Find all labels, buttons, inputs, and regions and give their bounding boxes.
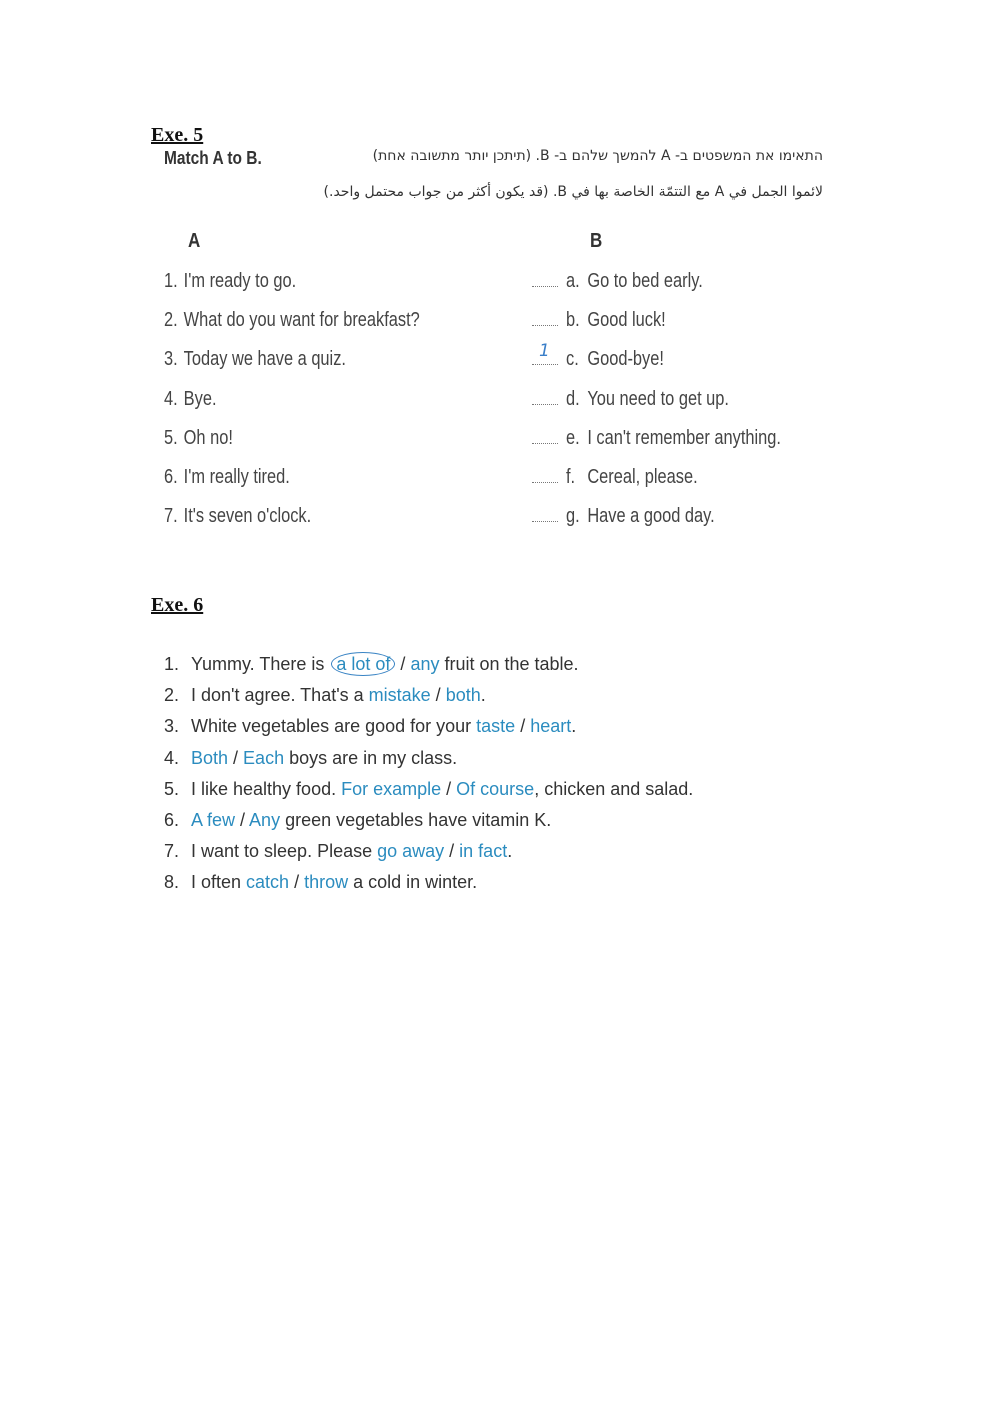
item-number: 5. bbox=[164, 778, 180, 799]
list-item bbox=[164, 501, 476, 540]
answer-blank[interactable] bbox=[532, 507, 558, 522]
sentence-end: , chicken and salad. bbox=[534, 778, 694, 799]
item-text: What do you want for breakfast? bbox=[183, 309, 420, 332]
item-text: I can't remember anything. bbox=[587, 426, 781, 449]
instruction-hebrew: התאימו את המשפטים ב- A להמשך שלהם ב- B. (תיתכן יותר מתשובה אחת) bbox=[372, 148, 823, 164]
item-number: 3. bbox=[164, 716, 180, 737]
list-item bbox=[164, 774, 693, 805]
option-1[interactable]: For example bbox=[341, 778, 442, 799]
item-number: 3. bbox=[164, 348, 178, 371]
option-separator: / bbox=[289, 872, 305, 893]
item-text: Good luck! bbox=[587, 309, 666, 332]
exercise-6-title: Exe. 6 bbox=[151, 594, 204, 616]
column-a-heading: A bbox=[188, 230, 201, 252]
item-letter: a. bbox=[566, 270, 580, 292]
list-item bbox=[164, 266, 476, 305]
list-item bbox=[164, 344, 476, 383]
option-1[interactable]: taste bbox=[476, 716, 516, 737]
answer-blank[interactable] bbox=[532, 429, 558, 444]
item-text: Good-bye! bbox=[587, 348, 664, 371]
item-number: 8. bbox=[164, 872, 180, 893]
handwritten-answer: 1 bbox=[539, 341, 550, 362]
item-number: 4. bbox=[164, 387, 178, 410]
item-text: Oh no! bbox=[183, 426, 233, 449]
sentence-start: I often bbox=[191, 872, 247, 893]
item-number: 4. bbox=[164, 747, 180, 768]
option-2[interactable]: in fact bbox=[459, 841, 508, 862]
list-item bbox=[532, 266, 828, 305]
item-text: Bye. bbox=[183, 387, 217, 410]
list-item bbox=[532, 305, 828, 344]
item-letter: d. bbox=[566, 387, 580, 410]
item-letter: f. bbox=[566, 465, 576, 488]
item-number: 2. bbox=[164, 685, 180, 706]
option-separator: / bbox=[444, 841, 460, 862]
option-2[interactable]: throw bbox=[304, 872, 349, 893]
sentence-start: White vegetables are good for your bbox=[191, 716, 477, 737]
item-text: It's seven o'clock. bbox=[183, 505, 312, 528]
sentence-end: green vegetables have vitamin K. bbox=[280, 809, 552, 830]
sentence-start: Yummy. There is bbox=[191, 654, 330, 674]
list-item bbox=[164, 743, 693, 774]
item-letter: c. bbox=[566, 348, 579, 371]
sentence-start: I like healthy food. bbox=[191, 778, 342, 799]
option-1[interactable]: mistake bbox=[368, 685, 431, 706]
item-letter: b. bbox=[566, 309, 580, 332]
item-text: I'm really tired. bbox=[183, 465, 290, 488]
list-item bbox=[164, 680, 693, 711]
option-2[interactable]: Any bbox=[249, 809, 281, 830]
exercise-6-list bbox=[164, 649, 693, 899]
sentence-end: . bbox=[507, 841, 513, 862]
item-number: 1. bbox=[164, 270, 178, 292]
item-letter: g. bbox=[566, 505, 580, 528]
option-1[interactable]: Both bbox=[191, 747, 229, 768]
option-separator: / bbox=[441, 778, 457, 799]
list-item bbox=[164, 867, 693, 898]
option-1[interactable]: A few bbox=[191, 809, 236, 830]
answer-blank[interactable] bbox=[532, 341, 558, 365]
list-item bbox=[164, 423, 476, 462]
option-1-circled[interactable]: a lot of bbox=[331, 652, 395, 676]
column-b-heading: B bbox=[590, 230, 603, 252]
sentence-end: . bbox=[480, 685, 486, 706]
option-2[interactable]: both bbox=[445, 685, 481, 706]
option-2[interactable]: heart bbox=[530, 716, 572, 737]
list-item bbox=[164, 836, 693, 867]
list-item bbox=[164, 649, 693, 680]
item-text: You need to get up. bbox=[587, 387, 729, 410]
item-text: I'm ready to go. bbox=[183, 270, 297, 292]
option-separator: / bbox=[235, 809, 250, 830]
list-item bbox=[164, 711, 693, 742]
item-letter: e. bbox=[566, 426, 580, 449]
list-item bbox=[164, 462, 476, 501]
list-item bbox=[532, 501, 828, 540]
item-text: Cereal, please. bbox=[587, 465, 698, 488]
list-item bbox=[532, 341, 828, 383]
option-separator: / bbox=[515, 716, 531, 737]
option-separator: / bbox=[430, 685, 446, 706]
answer-blank[interactable] bbox=[532, 468, 558, 483]
column-a-list bbox=[164, 266, 476, 540]
list-item bbox=[532, 384, 828, 423]
instruction-english: Match A to B. bbox=[164, 148, 262, 168]
list-item bbox=[532, 462, 828, 501]
item-text: Go to bed early. bbox=[587, 270, 703, 292]
option-1[interactable]: catch bbox=[246, 872, 290, 893]
answer-blank[interactable] bbox=[532, 390, 558, 405]
column-b-list bbox=[532, 266, 828, 540]
sentence-end: a cold in winter. bbox=[348, 872, 478, 893]
sentence-end: boys are in my class. bbox=[284, 747, 458, 768]
option-2[interactable]: Of course bbox=[456, 778, 535, 799]
instruction-arabic: لائموا الجمل في A مع التتمّة الخاصة بها في B. (قد يكون أكثر من جواب محتمل واحد.) bbox=[323, 184, 823, 200]
exercise-5-title: Exe. 5 bbox=[151, 124, 204, 146]
item-number: 5. bbox=[164, 426, 178, 449]
item-number: 2. bbox=[164, 309, 178, 332]
answer-blank[interactable] bbox=[532, 311, 558, 326]
sentence-end: fruit on the table. bbox=[439, 654, 579, 674]
option-separator: / bbox=[395, 654, 411, 674]
item-text: Have a good day. bbox=[587, 505, 715, 528]
list-item bbox=[164, 305, 476, 344]
option-2[interactable]: any bbox=[410, 654, 440, 674]
sentence-end: . bbox=[571, 716, 577, 737]
item-number: 1. bbox=[164, 654, 180, 674]
list-item bbox=[164, 384, 476, 423]
item-number: 7. bbox=[164, 841, 180, 862]
item-number: 7. bbox=[164, 505, 178, 528]
answer-blank[interactable] bbox=[532, 272, 558, 287]
list-item bbox=[164, 805, 693, 836]
option-2[interactable]: Each bbox=[243, 747, 285, 768]
item-number: 6. bbox=[164, 465, 178, 488]
sentence-start: I want to sleep. Please bbox=[191, 841, 378, 862]
item-text: Today we have a quiz. bbox=[183, 348, 346, 371]
option-1[interactable]: go away bbox=[377, 841, 445, 862]
sentence-start: I don't agree. That's a bbox=[191, 685, 369, 706]
option-separator: / bbox=[228, 747, 244, 768]
list-item bbox=[532, 423, 828, 462]
item-number: 6. bbox=[164, 809, 180, 830]
